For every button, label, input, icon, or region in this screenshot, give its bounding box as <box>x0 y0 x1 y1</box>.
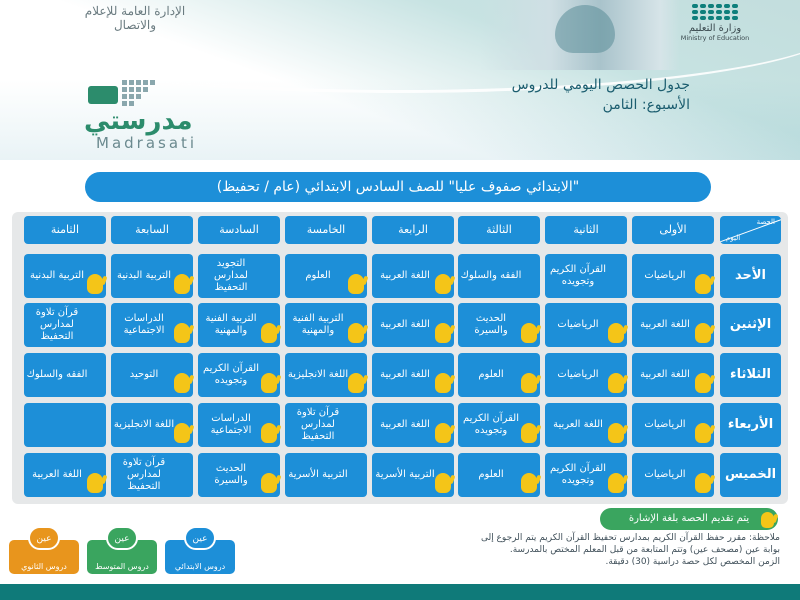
day-header-label: اليوم <box>726 234 741 242</box>
ministry-logo <box>660 4 770 42</box>
lesson-cell <box>372 353 454 397</box>
sign-language-hand-icon <box>348 373 364 393</box>
lesson-cell <box>24 254 106 298</box>
lesson-subject: القرآن الكريم وتجويده <box>549 264 606 287</box>
lesson-cell <box>111 453 193 497</box>
lesson-subject: اللغة العربية <box>380 419 430 430</box>
lesson-subject: اللغة الانجليزية <box>287 369 349 380</box>
lesson-subject: الفقه والسلوك <box>460 270 522 281</box>
lesson-cell <box>24 453 106 497</box>
lesson-subject: قرآن تلاوة لمدارس التحفيظ <box>35 307 79 342</box>
sign-language-hand-icon <box>261 323 277 343</box>
sign-language-hand-icon <box>695 323 711 343</box>
lesson-subject: الرياضيات <box>644 419 686 430</box>
day-label: الأربعاء <box>720 403 781 447</box>
sign-language-hand-icon <box>174 373 190 393</box>
lesson-cell <box>372 453 454 497</box>
channel-badge[interactable] <box>9 534 79 574</box>
lesson-cell <box>372 403 454 447</box>
lesson-cell <box>111 403 193 447</box>
ein-logo-icon: عين <box>28 526 60 550</box>
lesson-subject: التربية الأسرية <box>375 469 435 480</box>
lesson-subject: التربية الفنية والمهنية <box>205 313 257 336</box>
sign-language-hand-icon <box>261 423 277 443</box>
lesson-cell <box>458 303 540 347</box>
sign-language-hand-icon <box>608 423 624 443</box>
lesson-subject: اللغة العربية <box>380 319 430 330</box>
sign-language-hand-icon <box>521 473 537 493</box>
lesson-cell <box>111 303 193 347</box>
day-label: الأحد <box>720 254 781 298</box>
lesson-cell <box>285 453 367 497</box>
lesson-cell <box>632 453 714 497</box>
period-header: الأولى <box>632 216 714 244</box>
lesson-subject: الرياضيات <box>557 319 599 330</box>
lesson-subject: القرآن الكريم وتجويده <box>462 413 519 436</box>
sign-language-hand-icon <box>174 423 190 443</box>
admin-department-logo: الإدارة العامة للإعلام والاتصال <box>84 4 186 32</box>
sign-language-hand-icon <box>521 323 537 343</box>
schedule-title <box>460 75 690 115</box>
note-line: بوابة عين (مصحف عين) وتتم المتابعة من قبل المعلم المختص بالمدرسة. <box>509 545 780 555</box>
footer-bar <box>0 584 800 600</box>
lesson-cell <box>111 353 193 397</box>
lesson-cell <box>285 353 367 397</box>
lesson-cell <box>545 254 627 298</box>
lesson-subject: اللغة العربية <box>640 319 690 330</box>
period-header: السادسة <box>198 216 280 244</box>
class-banner: "الابتدائي صفوف عليا" للصف السادس الابتدائي (عام / تحفيظ) <box>85 172 711 202</box>
lesson-subject: قرآن تلاوة لمدارس التحفيظ <box>296 407 340 442</box>
sign-language-hand-icon <box>87 274 103 294</box>
ministry-name-ar: وزارة التعليم <box>688 23 742 34</box>
lesson-cell <box>198 453 280 497</box>
sign-language-hand-icon <box>521 373 537 393</box>
lesson-subject: الرياضيات <box>644 469 686 480</box>
lesson-subject: التربية البدنية <box>30 270 84 281</box>
week-label: الأسبوع: الثامن <box>602 97 690 113</box>
sign-language-hand-icon <box>521 423 537 443</box>
lesson-subject: الحديث والسيرة <box>474 313 508 336</box>
madrasati-name-ar: مدرستي <box>84 106 193 136</box>
lesson-subject: اللغة العربية <box>380 369 430 380</box>
madrasati-logo <box>84 78 214 158</box>
lesson-cell <box>372 254 454 298</box>
sign-language-hand-icon <box>695 473 711 493</box>
lesson-subject: العلوم <box>305 270 331 281</box>
lesson-subject: الرياضيات <box>557 369 599 380</box>
sign-language-hand-icon <box>761 512 774 528</box>
lesson-subject: الدراسات الاجتماعية <box>123 313 165 336</box>
day-period-header <box>720 216 781 244</box>
lesson-subject: الفقه والسلوك <box>26 369 88 380</box>
period-header: السابعة <box>111 216 193 244</box>
lesson-subject: اللغة الانجليزية <box>113 419 175 430</box>
channel-badge[interactable] <box>165 534 235 574</box>
lesson-cell <box>372 303 454 347</box>
lesson-subject <box>26 403 88 447</box>
lesson-cell <box>24 353 106 397</box>
lesson-subject: التربية البدنية <box>117 270 171 281</box>
lesson-subject: القرآن الكريم وتجويده <box>202 363 259 386</box>
lesson-subject: اللغة العربية <box>32 469 82 480</box>
lesson-subject: التربية الفنية والمهنية <box>292 313 344 336</box>
lesson-cell <box>458 353 540 397</box>
lesson-cell <box>285 303 367 347</box>
lesson-cell <box>545 403 627 447</box>
lesson-cell <box>111 254 193 298</box>
sign-language-hand-icon <box>608 323 624 343</box>
lesson-cell <box>545 303 627 347</box>
ministry-name-en: Ministry of Education <box>680 34 750 42</box>
sign-language-hand-icon <box>435 274 451 294</box>
lesson-cell <box>545 353 627 397</box>
day-label: الإثنين <box>720 303 781 347</box>
lesson-cell <box>458 403 540 447</box>
period-header: الثانية <box>545 216 627 244</box>
lesson-cell <box>632 353 714 397</box>
sign-language-hand-icon <box>695 423 711 443</box>
lesson-subject: قرآن تلاوة لمدارس التحفيظ <box>122 457 166 492</box>
lesson-cell <box>198 254 280 298</box>
channel-badge[interactable] <box>87 534 157 574</box>
lesson-subject: اللغة العربية <box>380 270 430 281</box>
sign-language-hand-icon <box>348 323 364 343</box>
lesson-cell <box>458 254 540 298</box>
sign-language-hand-icon <box>261 473 277 493</box>
lesson-subject: اللغة العربية <box>640 369 690 380</box>
lesson-subject: التوحيد <box>129 369 159 380</box>
lesson-cell <box>24 303 106 347</box>
lesson-cell <box>198 353 280 397</box>
sign-language-hand-icon <box>695 373 711 393</box>
lesson-cell <box>632 303 714 347</box>
lesson-subject: الحديث والسيرة <box>214 463 248 486</box>
sign-language-legend <box>600 508 778 530</box>
note-line: الزمن المخصص لكل حصة دراسية (30) دقيقة. <box>605 557 780 567</box>
sign-language-hand-icon <box>87 473 103 493</box>
sign-language-hand-icon <box>608 473 624 493</box>
lesson-cell <box>198 403 280 447</box>
period-header: الرابعة <box>372 216 454 244</box>
sign-language-hand-icon <box>435 323 451 343</box>
ein-logo-icon: عين <box>184 526 216 550</box>
lesson-subject: العلوم <box>478 369 504 380</box>
lesson-subject: التجويد لمدارس التحفيظ <box>214 258 248 293</box>
channel-label: دروس المتوسط <box>95 562 149 571</box>
lesson-subject: الرياضيات <box>644 270 686 281</box>
lesson-cell <box>632 403 714 447</box>
lesson-cell <box>458 453 540 497</box>
sign-language-hand-icon <box>174 274 190 294</box>
sign-language-hand-icon <box>435 423 451 443</box>
lesson-subject: اللغة العربية <box>553 419 603 430</box>
lesson-cell <box>285 403 367 447</box>
lesson-subject: الدراسات الاجتماعية <box>210 413 252 436</box>
sign-language-hand-icon <box>435 373 451 393</box>
day-label: الثلاثاء <box>720 353 781 397</box>
sign-language-legend-label: يتم تقديم الحصة بلغة الإشارة <box>628 513 750 524</box>
channel-label: دروس الثانوي <box>21 562 67 571</box>
sign-language-hand-icon <box>608 373 624 393</box>
ministry-dots-icon <box>660 4 770 20</box>
sign-language-hand-icon <box>261 373 277 393</box>
sign-language-hand-icon <box>348 274 364 294</box>
sign-language-hand-icon <box>435 473 451 493</box>
lesson-subject: العلوم <box>478 469 504 480</box>
lesson-cell <box>285 254 367 298</box>
madrasati-name-en: Madrasati <box>96 134 198 152</box>
schedule-title-line1: جدول الحصص اليومي للدروس <box>511 77 690 93</box>
period-header-label: الحصة <box>756 218 775 226</box>
sign-language-hand-icon <box>174 323 190 343</box>
period-header: الثامنة <box>24 216 106 244</box>
schedule-notes <box>440 532 780 568</box>
lesson-cell <box>545 453 627 497</box>
day-label: الخميس <box>720 453 781 497</box>
period-header: الثالثة <box>458 216 540 244</box>
lesson-subject: القرآن الكريم وتجويده <box>549 463 606 486</box>
ein-logo-icon: عين <box>106 526 138 550</box>
note-line: ملاحظة: مقرر حفظ القرآن الكريم بمدارس تحفيظ القرآن الكريم يتم الرجوع إلى <box>480 533 780 543</box>
lesson-cell <box>198 303 280 347</box>
lesson-cell <box>632 254 714 298</box>
sign-language-hand-icon <box>695 274 711 294</box>
channel-label: دروس الابتدائي <box>174 562 226 571</box>
lesson-subject: التربية الأسرية <box>288 469 348 480</box>
empty-lesson-cell <box>24 403 106 447</box>
period-header: الخامسة <box>285 216 367 244</box>
